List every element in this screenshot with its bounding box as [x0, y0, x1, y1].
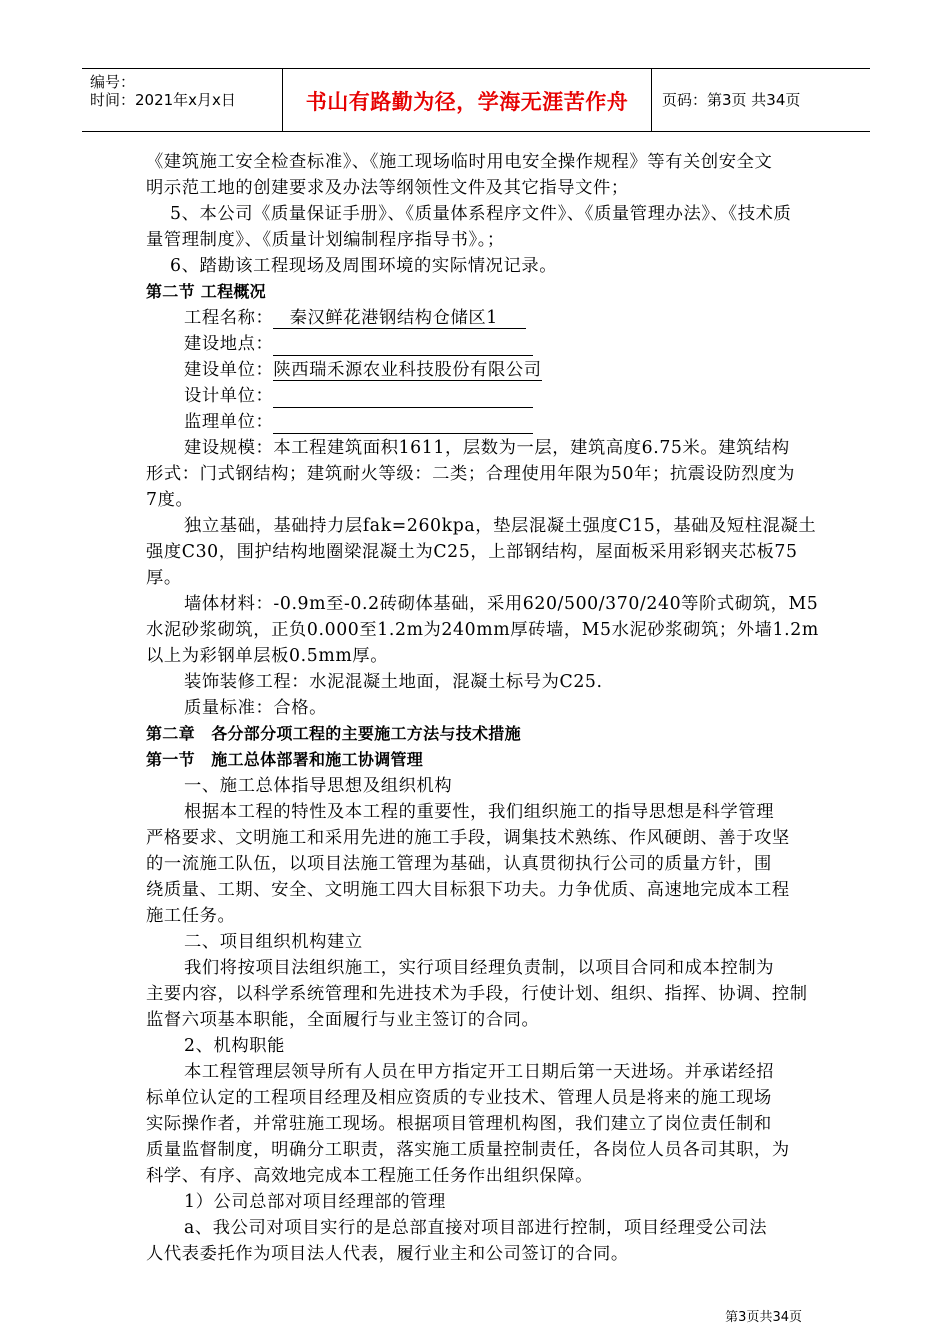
- paragraph-line: 监督六项基本职能，全面履行与业主签订的合同。: [146, 1010, 540, 1030]
- paragraph-line: 科学、有序、高效地完成本工程施工任务作出组织保障。: [146, 1166, 594, 1186]
- paragraph-line: 严格要求、文明施工和采用先进的施工手段，调集技术熟练、作风硬朗、善于攻坚: [146, 828, 790, 848]
- field-project-name: [184, 306, 526, 330]
- paragraph-line: 形式：门式钢结构；建筑耐火等级：二类；合理使用年限为50年；抗震设防烈度为: [146, 464, 796, 484]
- field-blank: [273, 335, 533, 356]
- header-motto-cell: [282, 69, 652, 131]
- subsection-heading: 1）公司总部对项目经理部的管理: [184, 1192, 446, 1212]
- paragraph-line: 施工任务。: [146, 906, 236, 926]
- page-footer: 第3页共34页: [725, 1310, 802, 1325]
- field-construction-site: [184, 332, 533, 356]
- paragraph-line: 墙体材料：-0.9m至-0.2砖砌体基础，采用620/500/370/240等阶式砌筑，M5: [184, 594, 819, 614]
- field-construction-unit: [184, 358, 542, 382]
- field-label: 建设地点：: [184, 334, 274, 354]
- field-value: 陕西瑞禾源农业科技股份有限公司: [273, 360, 542, 380]
- subsection-heading: 二、项目组织机构建立: [184, 932, 363, 952]
- field-label: 建设单位：: [184, 360, 274, 380]
- field-blank: [273, 387, 533, 408]
- field-design-unit: [184, 384, 533, 408]
- subsection-heading: 一、施工总体指导思想及组织机构: [184, 776, 453, 796]
- paragraph-line: 明示范工地的创建要求及办法等纲领性文件及其它指导文件；: [146, 178, 629, 198]
- page-header: [82, 68, 870, 132]
- field-label: 工程名称：: [184, 308, 274, 328]
- paragraph-line: 实际操作者，并常驻施工现场。根据项目管理机构图，我们建立了岗位责任制和: [146, 1114, 772, 1134]
- chapter-heading: 第二章 各分部分项工程的主要施工方法与技术措施: [146, 724, 521, 743]
- paragraph-line: 质量监督制度，明确分工职责，落实施工质量控制责任，各岗位人员各司其职，为: [146, 1140, 790, 1160]
- page-code: 页码：第3页 共34页: [662, 91, 801, 109]
- paragraph-line: 以上为彩钢单层板0.5mm厚。: [146, 646, 389, 666]
- paragraph-line: 质量标准：合格。: [184, 698, 328, 718]
- subsection-heading: 2、机构职能: [184, 1036, 286, 1056]
- paragraph-line: 绕质量、工期、安全、文明施工四大目标狠下功夫。力争优质、高速地完成本工程: [146, 880, 790, 900]
- field-label: 监理单位：: [184, 412, 274, 432]
- paragraph-line: 我们将按项目法组织施工，实行项目经理负责制，以项目合同和成本控制为: [184, 958, 775, 978]
- paragraph-line: 厚。: [146, 568, 182, 588]
- paragraph-line: a、我公司对项目实行的是总部直接对项目部进行控制，项目经理受公司法: [184, 1218, 768, 1238]
- paragraph-line: 水泥砂浆砌筑，正负0.000至1.2m为240mm厚砖墙，M5水泥砂浆砌筑；外墙1.2m: [146, 620, 819, 640]
- paragraph-line: 7度。: [146, 490, 194, 510]
- paragraph-line: 根据本工程的特性及本工程的重要性，我们组织施工的指导思想是科学管理: [184, 802, 775, 822]
- section-heading: 第一节 施工总体部署和施工协调管理: [146, 750, 424, 769]
- paragraph-line: 主要内容，以科学系统管理和先进技术为手段，行使计划、组织、指挥、协调、控制: [146, 984, 808, 1004]
- paragraph-line: 人代表委托作为项目法人代表，履行业主和公司签订的合同。: [146, 1244, 629, 1264]
- section-heading: 第二节 工程概况: [146, 282, 266, 301]
- paragraph-line: 5、本公司《质量保证手册》、《质量体系程序文件》、《质量管理办法》、《技术质: [170, 204, 792, 224]
- paragraph-line: 强度C30，围护结构地圈梁混凝土为C25，上部钢结构，屋面板采用彩钢夹芯板75: [146, 542, 798, 562]
- field-label: 设计单位：: [184, 386, 274, 406]
- paragraph-line: 本工程管理层领导所有人员在甲方指定开工日期后第一天进场。并承诺经招: [184, 1062, 775, 1082]
- field-value: 秦汉鲜花港钢结构仓储区1: [273, 308, 526, 329]
- paragraph-line: 标单位认定的工程项目经理及相应资质的专业技术、管理人员是将来的施工现场: [146, 1088, 772, 1108]
- paragraph-line: 量管理制度》、《质量计划编制程序指导书》。；: [146, 230, 505, 250]
- paragraph-line: 《建筑施工安全检查标准》、《施工现场临时用电安全操作规程》等有关创安全文: [146, 152, 773, 172]
- header-meta: [82, 69, 280, 131]
- paragraph-line: 的一流施工队伍，以项目法施工管理为基础，认真贯彻执行公司的质量方针，围: [146, 854, 772, 874]
- paragraph-line: 独立基础，基础持力层fak=260kpa，垫层混凝土强度C15，基础及短柱混凝土: [184, 516, 817, 536]
- paragraph-line: 建设规模：本工程建筑面积1611，层数为一层，建筑高度6.75米。建筑结构: [184, 438, 790, 458]
- paragraph-line: 6、踏勘该工程现场及周围环境的实际情况记录。: [170, 256, 558, 276]
- number-label: 编号：: [90, 73, 136, 91]
- time-label: 时间：2021年x月x日: [90, 91, 236, 109]
- motto: 书山有路勤为径，学海无涯苦作舟: [305, 90, 629, 114]
- field-supervision-unit: [184, 410, 533, 434]
- field-blank: [273, 413, 533, 434]
- paragraph-line: 装饰装修工程：水泥混凝土地面，混凝土标号为C25.: [184, 672, 603, 692]
